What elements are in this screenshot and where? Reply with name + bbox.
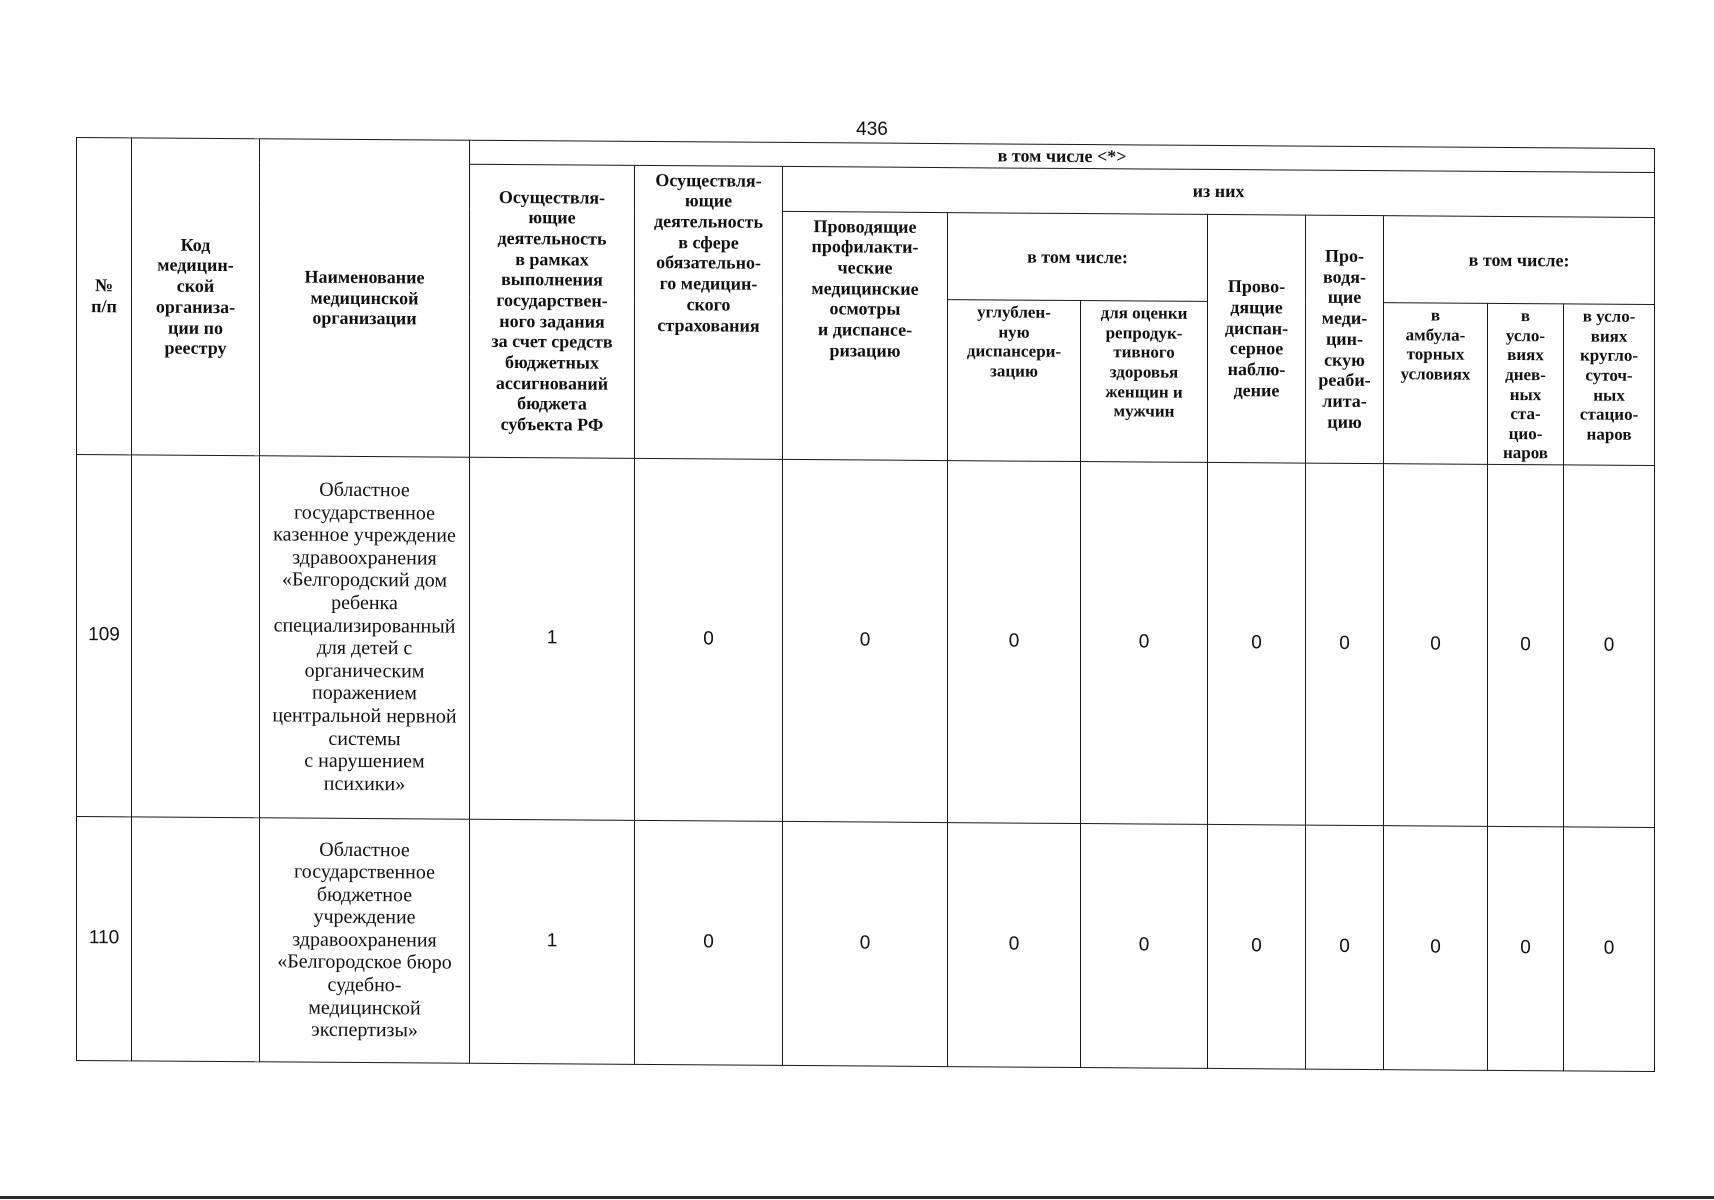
table-row [77, 816, 1655, 1071]
header-including-1: в том числе: [948, 212, 1208, 301]
header-oms-activity: Осуществля- ющие деятельность в сфере обязательно- го медицин- ского страхования [635, 165, 783, 459]
header-reproductive: для оценки репродук- тивного здоровья женщин и мужчин [1081, 301, 1208, 462]
budget-activity-value: 1 [470, 457, 635, 820]
in-depth-value: 0 [948, 822, 1081, 1067]
budget-activity-value: 1 [470, 819, 635, 1064]
reproductive-value: 0 [1081, 461, 1208, 824]
org-code [132, 455, 260, 818]
header-row-number: № п/п [77, 138, 132, 455]
header-org-name: Наименование медицинской организации [260, 139, 470, 457]
header-outpatient: в амбула- торных условиях [1384, 303, 1488, 464]
org-name: Областное государственное казенное учреждение здравоохранения «Белгородский дом ребенка специализированный для детей с органическим поражением центральной нервной системы с нарушением психики» [260, 455, 470, 818]
header-preventive-exams: Проводящие профилакти- ческие медицинские осмотры и диспансе- ризацию [783, 211, 948, 460]
round-clock-value: 0 [1564, 465, 1655, 828]
page-number: 436 [856, 119, 888, 140]
header-budget-activity: Осуществля- ющие деятельность в рамках выполнения государствен- ного задания за счет средств бюджетных ассигнований бюджета субъекта РФ [470, 164, 635, 458]
dispensary-value: 0 [1208, 824, 1306, 1069]
header-in-depth: углублен- ную диспансери- зацию [948, 300, 1081, 461]
org-name: Областное государственное бюджетное учреждение здравоохранения «Белгородское бюро судебно- медицинской экспертизы» [260, 817, 470, 1062]
preventive-exams-value: 0 [783, 821, 948, 1066]
org-code [132, 817, 260, 1062]
table-body [77, 454, 1655, 1071]
header-rehabilitation: Про- водя- щие меди- цин- скую реаби- лита- цию [1306, 215, 1384, 464]
row-number: 109 [77, 454, 132, 816]
rehabilitation-value: 0 [1306, 825, 1384, 1070]
header-day-hospital: в усло- виях днев- ных ста- цио- наров [1488, 304, 1564, 465]
rehabilitation-value: 0 [1306, 463, 1384, 826]
oms-activity-value: 0 [635, 458, 783, 821]
outpatient-value: 0 [1384, 825, 1488, 1070]
day-hospital-value: 0 [1488, 464, 1564, 827]
header-including: в том числе <*> [470, 140, 1655, 172]
table-row [77, 454, 1655, 827]
dispensary-value: 0 [1208, 462, 1306, 825]
round-clock-value: 0 [1564, 827, 1655, 1072]
day-hospital-value: 0 [1488, 826, 1564, 1071]
header-of-them: из них [783, 166, 1655, 217]
scan-edge-line [0, 1196, 1714, 1199]
header-org-code: Код медицин- ской организа- ции по реестру [132, 138, 260, 456]
header-dispensary: Прово- дящие диспан- серное наблю- дение [1208, 214, 1306, 463]
row-number: 110 [77, 816, 132, 1060]
in-depth-value: 0 [948, 460, 1081, 823]
table-header [77, 138, 1655, 466]
preventive-exams-value: 0 [783, 459, 948, 822]
outpatient-value: 0 [1384, 463, 1488, 826]
header-including-2: в том числе: [1384, 215, 1655, 305]
reproductive-value: 0 [1081, 823, 1208, 1068]
oms-activity-value: 0 [635, 820, 783, 1065]
registry-table [76, 137, 1655, 1072]
header-round-clock: в усло- виях кругло- суточ- ных стацио- наров [1564, 304, 1655, 465]
